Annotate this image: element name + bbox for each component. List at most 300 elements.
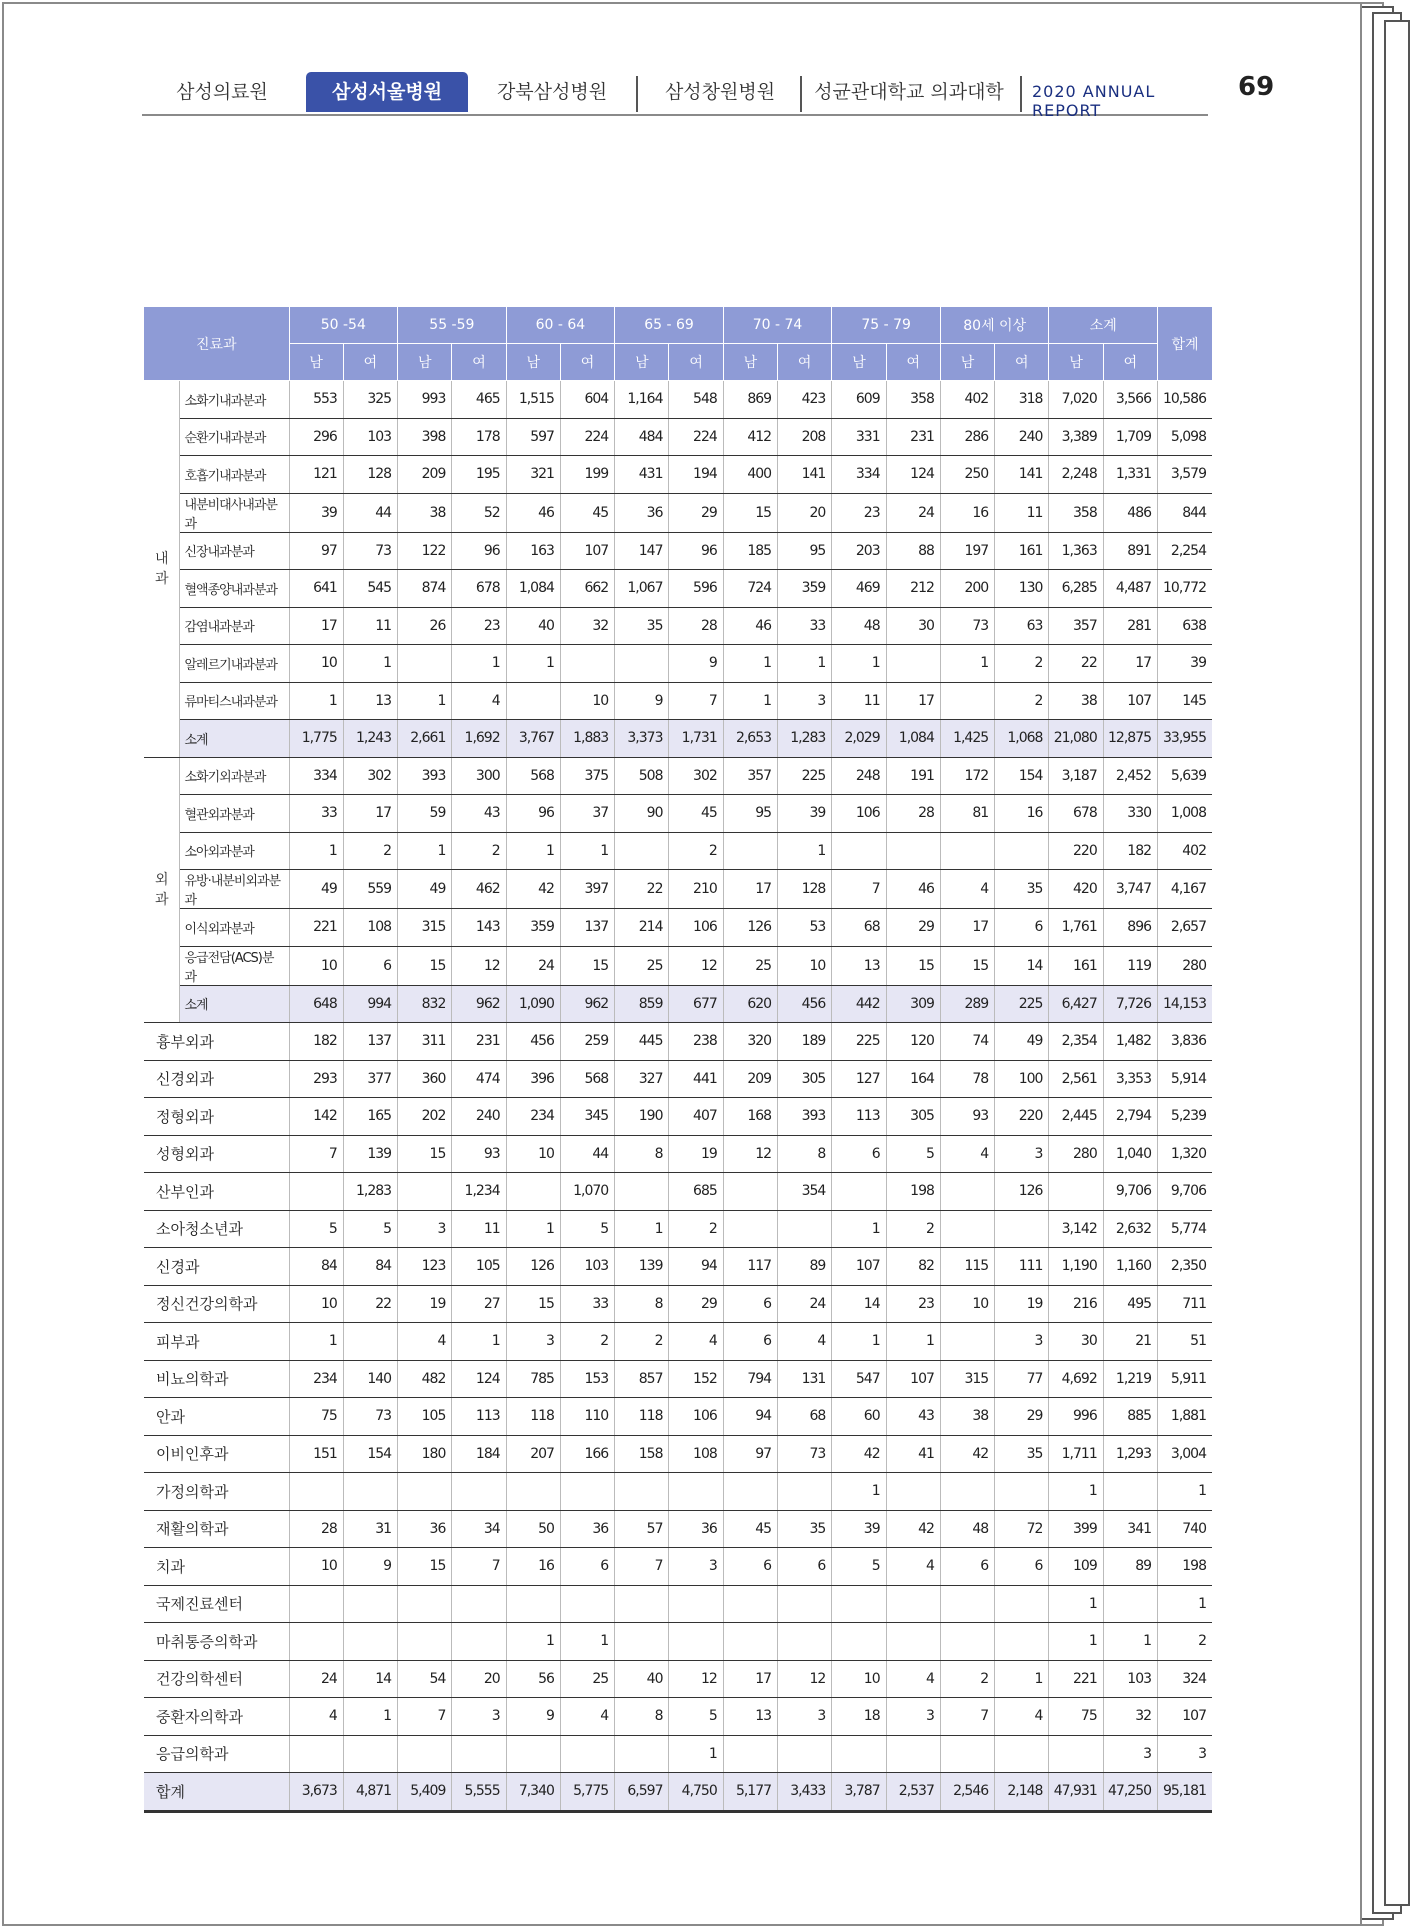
value-cell: 202 [398,1098,452,1136]
subtotal-label: 소계 [179,720,289,758]
value-cell: 280 [1049,1135,1103,1173]
value-cell: 2 [343,832,397,870]
value-cell: 1,711 [1049,1435,1103,1473]
value-cell: 107 [1103,682,1157,720]
value-cell: 31 [343,1510,397,1548]
value-cell: 49 [289,870,343,909]
value-cell: 49 [398,870,452,909]
value-cell [995,1473,1049,1511]
value-cell: 1,067 [615,570,669,608]
value-cell: 12,875 [1103,720,1157,758]
value-cell: 5 [886,1135,940,1173]
value-cell: 95 [778,532,832,570]
female-header: 여 [669,344,723,381]
value-cell [669,1623,723,1661]
dept-name: 신경외과 [144,1060,289,1098]
value-cell: 431 [615,456,669,494]
value-cell [940,1173,994,1211]
female-header: 여 [343,344,397,381]
value-cell: 2 [886,1210,940,1248]
value-cell: 88 [886,532,940,570]
value-cell: 103 [1103,1660,1157,1698]
dept-name: 건강의학센터 [144,1660,289,1698]
value-cell: 172 [940,757,994,795]
value-cell: 28 [669,607,723,645]
subdept-name: 감염내과분과 [179,607,289,645]
value-cell [398,645,452,683]
value-cell: 3 [995,1135,1049,1173]
nav-divider [800,76,802,112]
value-cell [615,832,669,870]
value-cell: 15 [398,1548,452,1586]
value-cell: 15 [398,1135,452,1173]
value-cell: 360 [398,1060,452,1098]
value-cell: 2 [615,1323,669,1361]
value-cell: 29 [669,493,723,532]
value-cell: 4 [560,1698,614,1736]
value-cell: 11 [452,1210,506,1248]
value-cell: 2,561 [1049,1060,1103,1098]
value-cell: 7 [669,682,723,720]
hospital-nav [142,70,1208,120]
value-cell: 234 [289,1360,343,1398]
value-cell [343,1323,397,1361]
value-cell: 296 [289,418,343,456]
value-cell: 548 [669,381,723,419]
table-row [144,1098,1212,1136]
value-cell [832,1623,886,1661]
value-cell: 152 [669,1360,723,1398]
dept-name: 비뇨의학과 [144,1360,289,1398]
value-cell: 214 [615,909,669,947]
value-cell: 5,177 [723,1773,777,1812]
value-cell: 84 [343,1248,397,1286]
value-cell: 93 [940,1098,994,1136]
value-cell: 15 [506,1285,560,1323]
table-row [144,757,1212,795]
value-cell: 3,389 [1049,418,1103,456]
table-row [144,909,1212,947]
value-cell: 10 [832,1660,886,1698]
value-cell [560,1585,614,1623]
value-cell: 153 [560,1360,614,1398]
value-cell [343,1585,397,1623]
value-cell: 3,142 [1049,1210,1103,1248]
value-cell: 33 [778,607,832,645]
value-cell: 240 [452,1098,506,1136]
value-cell: 11 [832,682,886,720]
value-cell [615,1473,669,1511]
value-cell: 3,747 [1103,870,1157,909]
value-cell: 44 [560,1135,614,1173]
value-cell: 48 [832,607,886,645]
tab-samsung-seoul-hospital[interactable]: 삼성서울병원 [306,72,468,112]
table-row [144,1360,1212,1398]
value-cell: 10 [289,645,343,683]
male-header: 남 [1049,344,1103,381]
value-cell [940,1473,994,1511]
value-cell: 1 [343,645,397,683]
value-cell: 293 [289,1060,343,1098]
value-cell: 5,409 [398,1773,452,1812]
value-cell: 2 [452,832,506,870]
value-cell: 318 [995,381,1049,419]
value-cell [832,832,886,870]
nav-divider [1020,76,1022,112]
value-cell: 1 [289,1323,343,1361]
value-cell [886,832,940,870]
value-cell: 139 [343,1135,397,1173]
value-cell: 1 [289,682,343,720]
value-cell: 6 [723,1548,777,1586]
age-group-header: 75 - 79 [832,307,941,344]
value-cell: 182 [1103,832,1157,870]
value-cell: 32 [560,607,614,645]
value-cell: 7 [398,1698,452,1736]
value-cell [723,1735,777,1773]
age-group-header: 65 - 69 [615,307,724,344]
patient-statistics-table [144,307,1212,1813]
value-cell: 73 [778,1435,832,1473]
value-cell: 1 [669,1735,723,1773]
value-cell: 1 [452,1323,506,1361]
value-cell [832,1735,886,1773]
value-cell [940,1585,994,1623]
value-cell: 7,726 [1103,985,1157,1023]
row-total-cell: 198 [1158,1548,1212,1586]
value-cell: 38 [1049,682,1103,720]
value-cell: 7 [289,1135,343,1173]
value-cell: 63 [995,607,1049,645]
value-cell: 163 [506,532,560,570]
value-cell: 609 [832,381,886,419]
value-cell: 4,750 [669,1773,723,1812]
value-cell: 73 [940,607,994,645]
value-cell: 1 [398,682,452,720]
value-cell: 794 [723,1360,777,1398]
value-cell: 2,029 [832,720,886,758]
row-total-cell: 5,098 [1158,418,1212,456]
tab-kangbuk-samsung-hospital[interactable]: 강북삼성병원 [496,81,608,103]
value-cell: 869 [723,381,777,419]
value-cell [995,832,1049,870]
value-cell: 4 [886,1548,940,1586]
value-cell: 36 [560,1510,614,1548]
value-cell: 36 [615,493,669,532]
value-cell: 161 [995,532,1049,570]
value-cell: 128 [778,870,832,909]
value-cell [1049,1735,1103,1773]
dept-name: 안과 [144,1398,289,1436]
value-cell: 6 [940,1548,994,1586]
subdept-name: 이식외과분과 [179,909,289,947]
tab-samsung-changwon-hospital[interactable]: 삼성창원병원 [664,81,776,103]
value-cell: 305 [778,1060,832,1098]
value-cell: 962 [452,985,506,1023]
value-cell: 74 [940,1023,994,1061]
value-cell [398,1735,452,1773]
value-cell: 2,794 [1103,1098,1157,1136]
value-cell: 13 [343,682,397,720]
value-cell: 396 [506,1060,560,1098]
value-cell: 1,219 [1103,1360,1157,1398]
subdept-name: 순환기내과분과 [179,418,289,456]
value-cell: 96 [506,795,560,833]
value-cell: 94 [723,1398,777,1436]
value-cell: 250 [940,456,994,494]
value-cell: 596 [669,570,723,608]
table-row [144,493,1212,532]
value-cell: 724 [723,570,777,608]
value-cell: 1 [832,1323,886,1361]
value-cell: 1 [723,682,777,720]
row-total-cell: 3,004 [1158,1435,1212,1473]
value-cell: 358 [886,381,940,419]
value-cell: 5 [832,1548,886,1586]
table-row [144,682,1212,720]
table-row [144,1023,1212,1061]
value-cell: 30 [1049,1323,1103,1361]
subdept-name: 내분비대사내과분과 [179,493,289,532]
value-cell: 23 [452,607,506,645]
value-cell [723,1473,777,1511]
value-cell: 281 [1103,607,1157,645]
value-cell: 996 [1049,1398,1103,1436]
value-cell: 17 [343,795,397,833]
value-cell: 142 [289,1098,343,1136]
value-cell: 50 [506,1510,560,1548]
value-cell: 1,160 [1103,1248,1157,1286]
value-cell: 545 [343,570,397,608]
subtotal-row [144,985,1212,1023]
value-cell: 3,187 [1049,757,1103,795]
row-total-cell: 4,167 [1158,870,1212,909]
value-cell: 1 [778,645,832,683]
value-cell: 1 [1049,1473,1103,1511]
value-cell: 857 [615,1360,669,1398]
report-label: 2020 ANNUAL REPORT [1032,82,1156,120]
value-cell: 1,363 [1049,532,1103,570]
value-cell: 465 [452,381,506,419]
value-cell: 106 [832,795,886,833]
value-cell: 43 [452,795,506,833]
value-cell: 16 [995,795,1049,833]
value-cell: 73 [343,1398,397,1436]
value-cell [940,1323,994,1361]
value-cell: 320 [723,1023,777,1061]
value-cell: 15 [886,946,940,985]
value-cell: 12 [669,1660,723,1698]
value-cell: 568 [506,757,560,795]
value-cell: 462 [452,870,506,909]
value-cell: 46 [886,870,940,909]
row-total-cell: 9,706 [1158,1173,1212,1211]
value-cell: 209 [723,1060,777,1098]
value-cell: 393 [398,757,452,795]
value-cell: 109 [1049,1548,1103,1586]
table-row [144,1398,1212,1436]
value-cell: 289 [940,985,994,1023]
value-cell [995,1585,1049,1623]
value-cell: 210 [669,870,723,909]
value-cell: 164 [886,1060,940,1098]
value-cell: 620 [723,985,777,1023]
value-cell: 1 [1049,1585,1103,1623]
grand-total-label: 합계 [144,1773,289,1812]
value-cell: 10 [289,1285,343,1323]
value-cell: 33 [289,795,343,833]
value-cell: 311 [398,1023,452,1061]
value-cell: 662 [560,570,614,608]
dept-name: 정신건강의학과 [144,1285,289,1323]
value-cell [615,1173,669,1211]
value-cell [452,1473,506,1511]
value-cell: 375 [560,757,614,795]
table-row [144,1510,1212,1548]
value-cell: 111 [995,1248,1049,1286]
value-cell [398,1585,452,1623]
value-cell: 36 [398,1510,452,1548]
value-cell: 13 [723,1698,777,1736]
tab-skku-school-of-medicine[interactable]: 성균관대학교 의과대학 [814,81,1004,103]
row-total-cell: 107 [1158,1698,1212,1736]
value-cell: 300 [452,757,506,795]
tab-samsung-medical-center[interactable]: 삼성의료원 [176,81,268,103]
value-cell: 891 [1103,532,1157,570]
value-cell: 128 [343,456,397,494]
value-cell [1103,1473,1157,1511]
value-cell: 19 [995,1285,1049,1323]
value-cell [723,1585,777,1623]
value-cell [778,1210,832,1248]
value-cell: 231 [452,1023,506,1061]
row-total-cell: 1,881 [1158,1398,1212,1436]
value-cell: 3 [995,1323,1049,1361]
value-cell: 10 [289,1548,343,1586]
value-cell: 3 [398,1210,452,1248]
row-total-cell: 1 [1158,1473,1212,1511]
page-edge [1384,20,1410,1906]
row-total-cell: 3,579 [1158,456,1212,494]
value-cell: 158 [615,1435,669,1473]
value-cell: 46 [506,493,560,532]
value-cell: 4,487 [1103,570,1157,608]
male-header: 남 [615,344,669,381]
value-cell: 377 [343,1060,397,1098]
table-row [144,795,1212,833]
value-cell: 89 [778,1248,832,1286]
value-cell: 305 [886,1098,940,1136]
value-cell: 4 [669,1323,723,1361]
value-cell: 1,084 [886,720,940,758]
value-cell: 1 [995,1660,1049,1698]
row-total-cell: 1 [1158,1585,1212,1623]
value-cell: 1 [289,832,343,870]
value-cell: 78 [940,1060,994,1098]
value-cell [506,1585,560,1623]
value-cell: 60 [832,1398,886,1436]
value-cell: 3 [778,682,832,720]
value-cell: 178 [452,418,506,456]
value-cell: 1,243 [343,720,397,758]
value-cell: 96 [669,532,723,570]
value-cell: 90 [615,795,669,833]
value-cell: 207 [506,1435,560,1473]
value-cell: 9 [615,682,669,720]
value-cell: 330 [1103,795,1157,833]
value-cell: 3,353 [1103,1060,1157,1098]
value-cell: 13 [832,946,886,985]
value-cell: 17 [723,1660,777,1698]
group-label-char: 내 [154,550,168,567]
row-total-cell: 638 [1158,607,1212,645]
value-cell [886,1623,940,1661]
value-cell: 359 [778,570,832,608]
value-cell [940,832,994,870]
female-header: 여 [995,344,1049,381]
value-cell: 885 [1103,1398,1157,1436]
value-cell: 29 [669,1285,723,1323]
value-cell: 685 [669,1173,723,1211]
value-cell: 49 [995,1023,1049,1061]
value-cell: 195 [452,456,506,494]
table-row [144,607,1212,645]
value-cell: 7 [940,1698,994,1736]
value-cell: 40 [506,607,560,645]
dept-name: 산부인과 [144,1173,289,1211]
dept-name: 소아청소년과 [144,1210,289,1248]
subdept-name: 소화기외과분과 [179,757,289,795]
value-cell [669,1473,723,1511]
female-header: 여 [886,344,940,381]
value-cell: 212 [886,570,940,608]
value-cell: 6 [343,946,397,985]
value-cell: 678 [452,570,506,608]
value-cell [615,1623,669,1661]
value-cell: 126 [995,1173,1049,1211]
value-cell: 1,709 [1103,418,1157,456]
value-cell: 4 [289,1698,343,1736]
value-cell: 10 [940,1285,994,1323]
value-cell: 4,871 [343,1773,397,1812]
value-cell: 568 [560,1060,614,1098]
male-header: 남 [940,344,994,381]
value-cell: 103 [560,1248,614,1286]
table-row [144,1135,1212,1173]
value-cell: 12 [778,1660,832,1698]
value-cell: 442 [832,985,886,1023]
value-cell: 10 [289,946,343,985]
value-cell [886,645,940,683]
value-cell: 117 [723,1248,777,1286]
value-cell: 38 [398,493,452,532]
value-cell: 785 [506,1360,560,1398]
value-cell [723,1173,777,1211]
value-cell: 9 [343,1548,397,1586]
value-cell: 89 [1103,1548,1157,1586]
female-header: 여 [778,344,832,381]
value-cell: 3 [669,1548,723,1586]
table-row [144,456,1212,494]
value-cell [940,1210,994,1248]
value-cell [289,1473,343,1511]
value-cell: 28 [886,795,940,833]
header-row [144,307,1212,344]
value-cell: 354 [778,1173,832,1211]
value-cell: 59 [398,795,452,833]
value-cell: 11 [343,607,397,645]
value-cell: 122 [398,532,452,570]
